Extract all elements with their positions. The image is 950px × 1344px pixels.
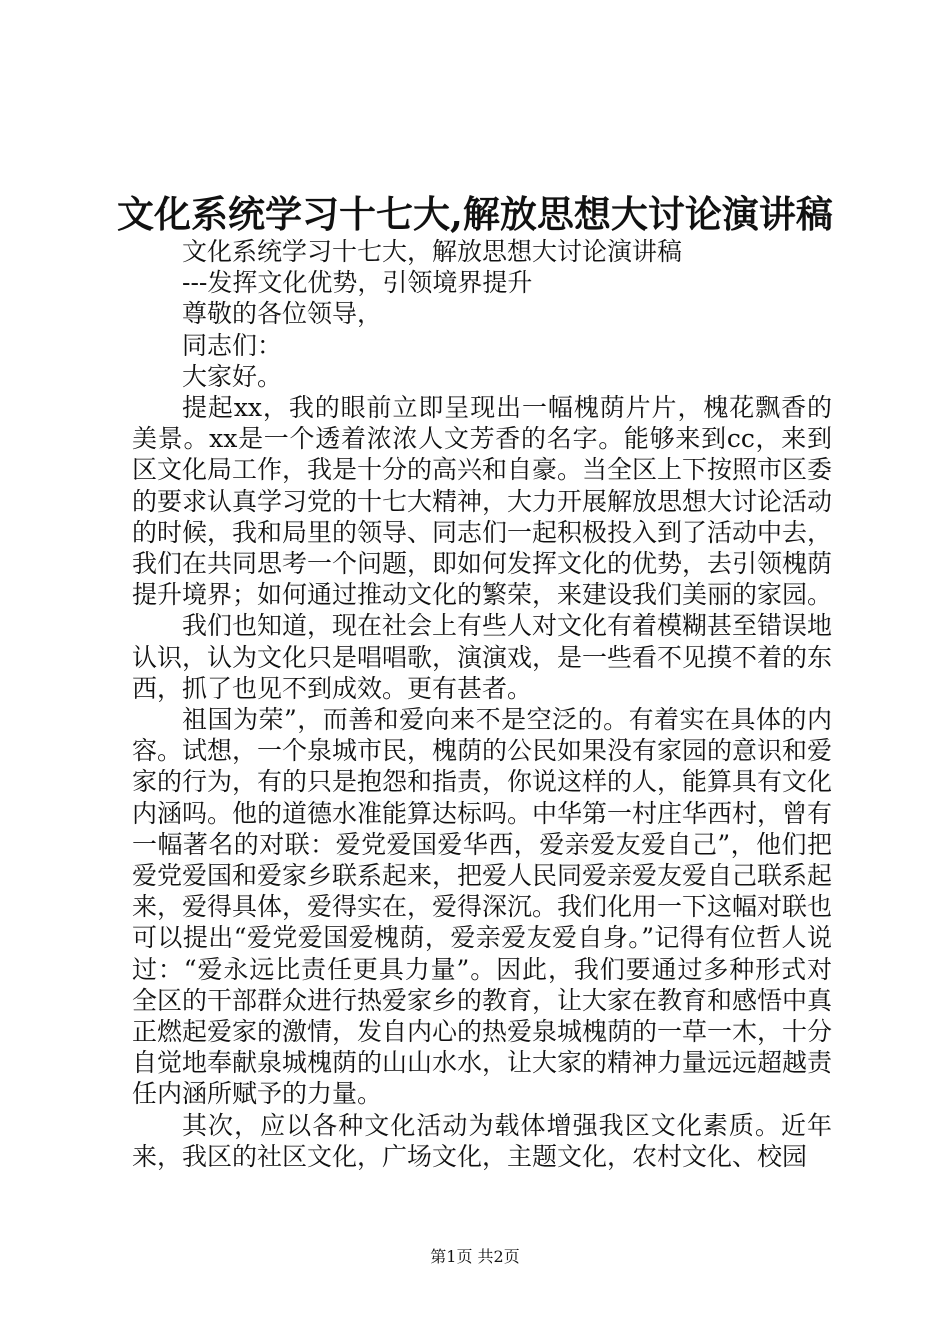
paragraph-subtitle: 文化系统学习十七大，解放思想大讨论演讲稿: [182, 237, 683, 266]
paragraph-tagline: ---发挥文化优势，引领境界提升: [182, 268, 533, 298]
document-body: [132, 236, 832, 1172]
paragraph-body: 祖国为荣”，而善和爱向来不是空泛的。有着实在具体的内容。试想，一个泉城市民，槐荫的公民如果没有家园的意识和爱家的行为，有的只是抱怨和指责，你说这样的人，能算具有文化内涵吗。他的道德水准能算达标吗。中华第一村庄华西村，曾有一幅著名的对联：爱党爱国爱华西，爱亲爱友爱自己”，他们把爱党爱国和爱家乡联系起来，把爱人民同爱亲爱友爱自己联系起来，爱得具体，爱得实在，爱得深沉。我们化用一下这幅对联也可以提出“爱党爱国爱槐荫，爱亲爱友爱自身。”记得有位哲人说过：“爱永远比责任更具力量”。因此，我们要通过多种形式对全区的干部群众进行热爱家乡的教育，让大家在教育和感悟中真正燃起爱家的激情，发自内心的热爱泉城槐荫的一草一木，十分自觉地奉献泉城槐荫的山山水水，让大家的精神力量远远超越责任内涵所赋予的力量。: [132, 705, 833, 1109]
paragraph-salutation-comrades: 同志们：: [182, 330, 283, 360]
page-indicator: 第1页 共2页: [430, 1247, 520, 1266]
paragraph-body: 其次，应以各种文化活动为载体增强我区文化素质。近年来，我区的社区文化，广场文化，主题文化，农村文化、校园: [132, 1110, 832, 1171]
paragraph-salutation: 尊敬的各位领导，: [182, 299, 383, 329]
paragraph-greeting: 大家好。: [182, 361, 283, 391]
paragraph-body: 我们也知道，现在社会上有些人对文化有着模糊甚至错误地认识，认为文化只是唱唱歌，演演戏，是一些看不见摸不着的东西，抓了也见不到成效。更有甚者。: [132, 611, 833, 703]
paragraph-body: 提起xx，我的眼前立即呈现出一幅槐荫片片，槐花飘香的美景。xx是一个透着浓浓人文芳香的名字。能够来到cc，来到区文化局工作，我是十分的高兴和自豪。当全区上下按照市区委的要求认真学习党的十七大精神，大力开展解放思想大讨论活动的时候，我和局里的领导、同志们一起积极投入到了活动中去，我们在共同思考一个问题，即如何发挥文化的优势，去引领槐荫提升境界；如何通过推动文化的繁荣，来建设我们美丽的家园。: [132, 393, 833, 610]
document-title: 文化系统学习十七大,解放思想大讨论演讲稿: [117, 192, 833, 236]
